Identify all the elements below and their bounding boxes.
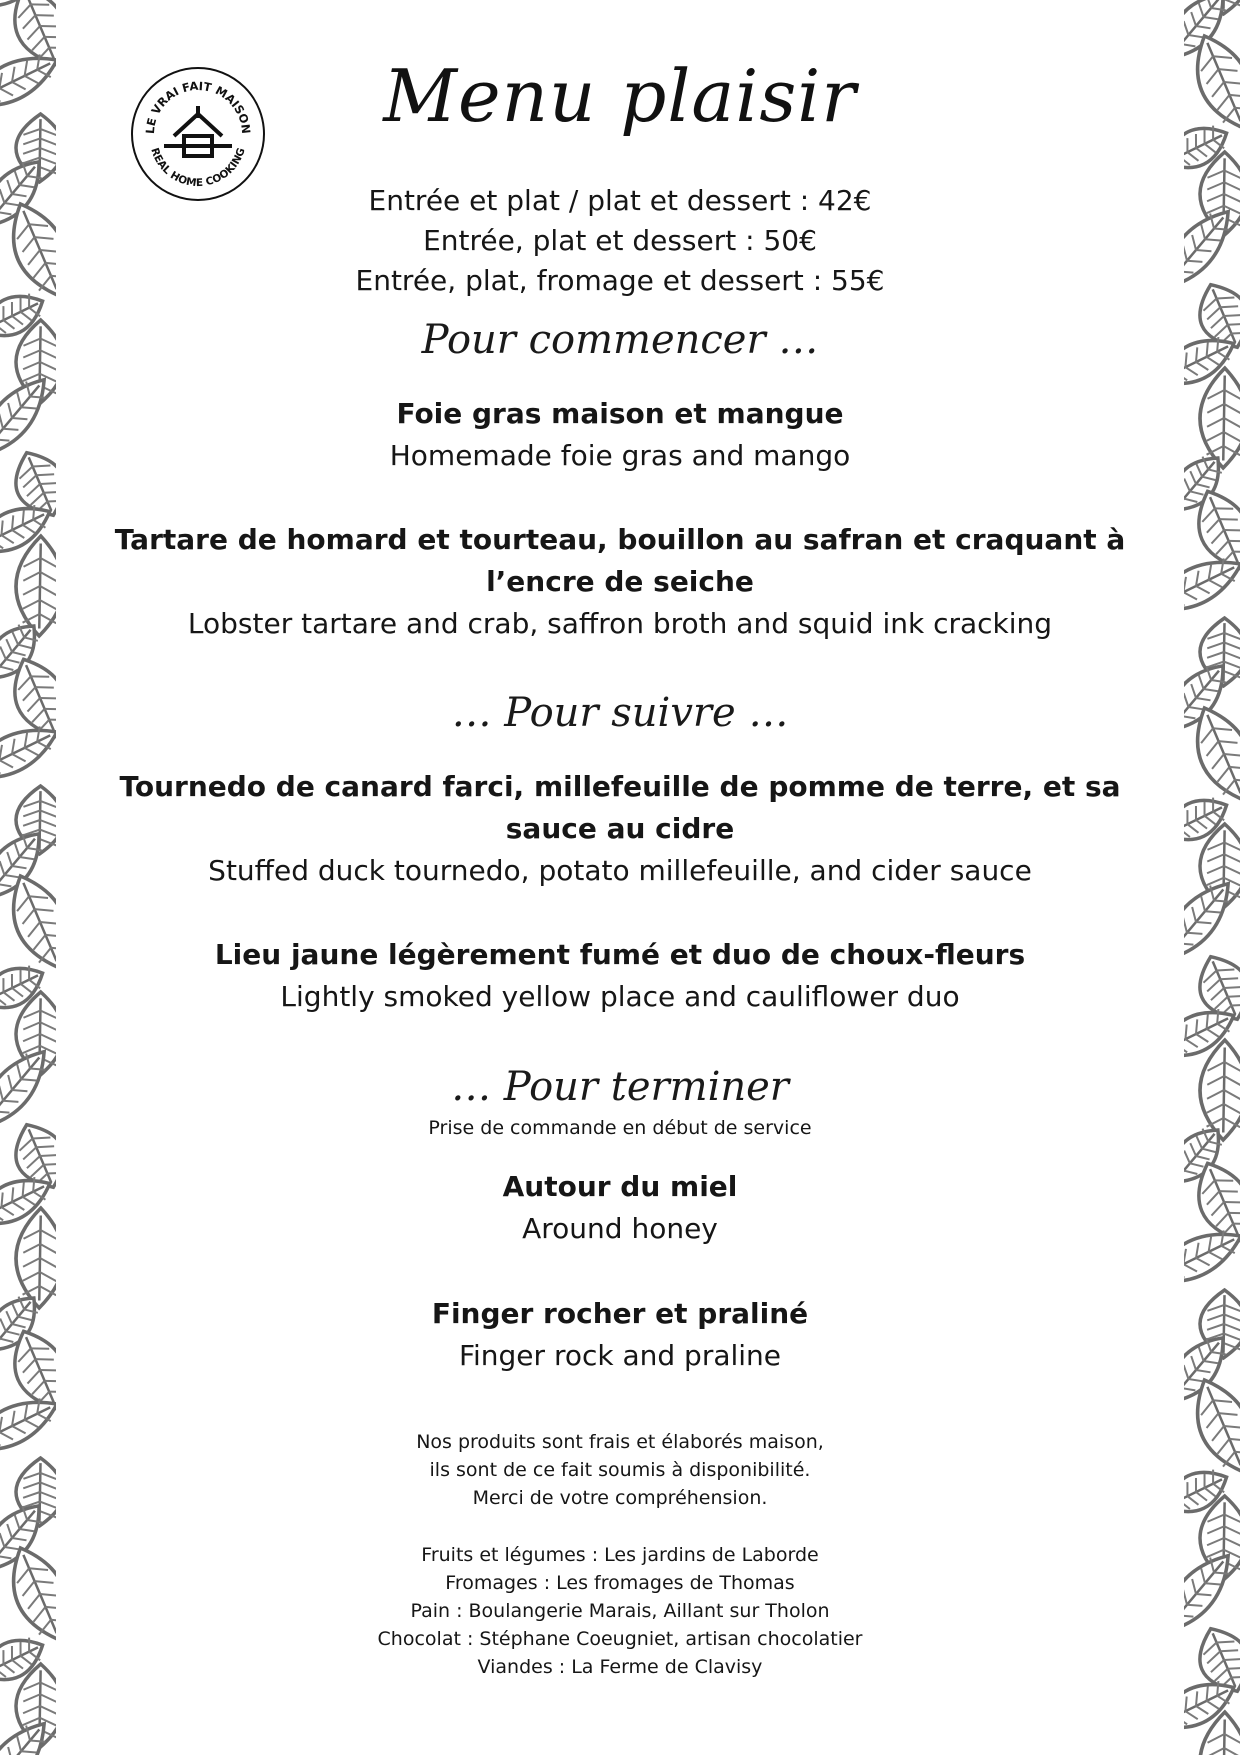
price-line: Entrée, plat et dessert : 50€ xyxy=(423,224,817,257)
leaf-icon xyxy=(1199,368,1240,469)
dish-name-fr: Lieu jaune légèrement fumé et duo de choux-fleurs xyxy=(214,938,1026,971)
note-line: Merci de votre compréhension. xyxy=(472,1487,768,1509)
note-line: Nos produits sont frais et élaborés maison, xyxy=(416,1431,824,1453)
dish-name-fr: Autour du miel xyxy=(502,1170,738,1203)
leaf-icon xyxy=(15,536,56,637)
supplier-list xyxy=(90,1541,1150,1681)
logo-bottom-text: REAL HOME COOKING xyxy=(148,146,248,190)
dish-name-fr: Tournedo de canard farci, millefeuille de pomme de terre, et sa sauce au cidre xyxy=(119,770,1121,845)
leaf-icon xyxy=(1199,1040,1240,1141)
leaf-icon xyxy=(15,1208,56,1309)
dish-name-en: Lightly smoked yellow place and cauliflower duo xyxy=(280,980,960,1013)
supplier-line: Fromages : Les fromages de Thomas xyxy=(445,1572,795,1594)
dish xyxy=(90,393,1150,477)
dish-name-fr: Tartare de homard et tourteau, bouillon au safran et craquant à l’encre de seiche xyxy=(114,523,1126,598)
dish-name-fr: Finger rocher et praliné xyxy=(431,1297,809,1330)
dish xyxy=(90,1166,1150,1250)
note-line: ils sont de ce fait soumis à disponibilité. xyxy=(429,1459,811,1481)
logo-top-text: LE VRAI FAIT MAISON xyxy=(142,78,254,135)
dish xyxy=(90,934,1150,1018)
supplier-line: Fruits et légumes : Les jardins de Laborde xyxy=(421,1544,819,1566)
supplier-line: Viandes : La Ferme de Clavisy xyxy=(477,1656,763,1678)
dish xyxy=(90,1293,1150,1377)
section-heading-start: Pour commencer … xyxy=(421,317,819,363)
leaf-pattern-right xyxy=(1184,0,1240,1755)
price-list xyxy=(90,181,1150,301)
leaf-pattern-left xyxy=(0,0,56,1755)
dessert-order-note: Prise de commande en début de service xyxy=(428,1117,812,1139)
freshness-note xyxy=(90,1428,1150,1512)
dish-name-en: Finger rock and praline xyxy=(458,1339,782,1372)
dish-name-en: Lobster tartare and crab, saffron broth and squid ink cracking xyxy=(187,607,1053,640)
price-line: Entrée et plat / plat et dessert : 42€ xyxy=(368,184,872,217)
right-leaf-border xyxy=(1184,0,1240,1755)
dish-name-en: Stuffed duck tournedo, potato millefeuille, and cider sauce xyxy=(208,854,1032,887)
section-heading-dessert: … Pour terminer xyxy=(451,1064,789,1110)
dish-name-en: Around honey xyxy=(522,1212,718,1245)
dish-name-en: Homemade foie gras and mango xyxy=(389,439,851,472)
dish-name-fr: Foie gras maison et mangue xyxy=(396,397,844,430)
dish xyxy=(100,766,1140,892)
dish xyxy=(100,519,1140,645)
page-title: Menu plaisir xyxy=(383,54,857,138)
price-line: Entrée, plat, fromage et dessert : 55€ xyxy=(355,264,885,297)
left-leaf-border xyxy=(0,0,56,1755)
section-heading-main: … Pour suivre … xyxy=(451,690,789,736)
supplier-line: Chocolat : Stéphane Coeugniet, artisan chocolatier xyxy=(377,1628,863,1650)
supplier-line: Pain : Boulangerie Marais, Aillant sur Tholon xyxy=(410,1600,830,1622)
